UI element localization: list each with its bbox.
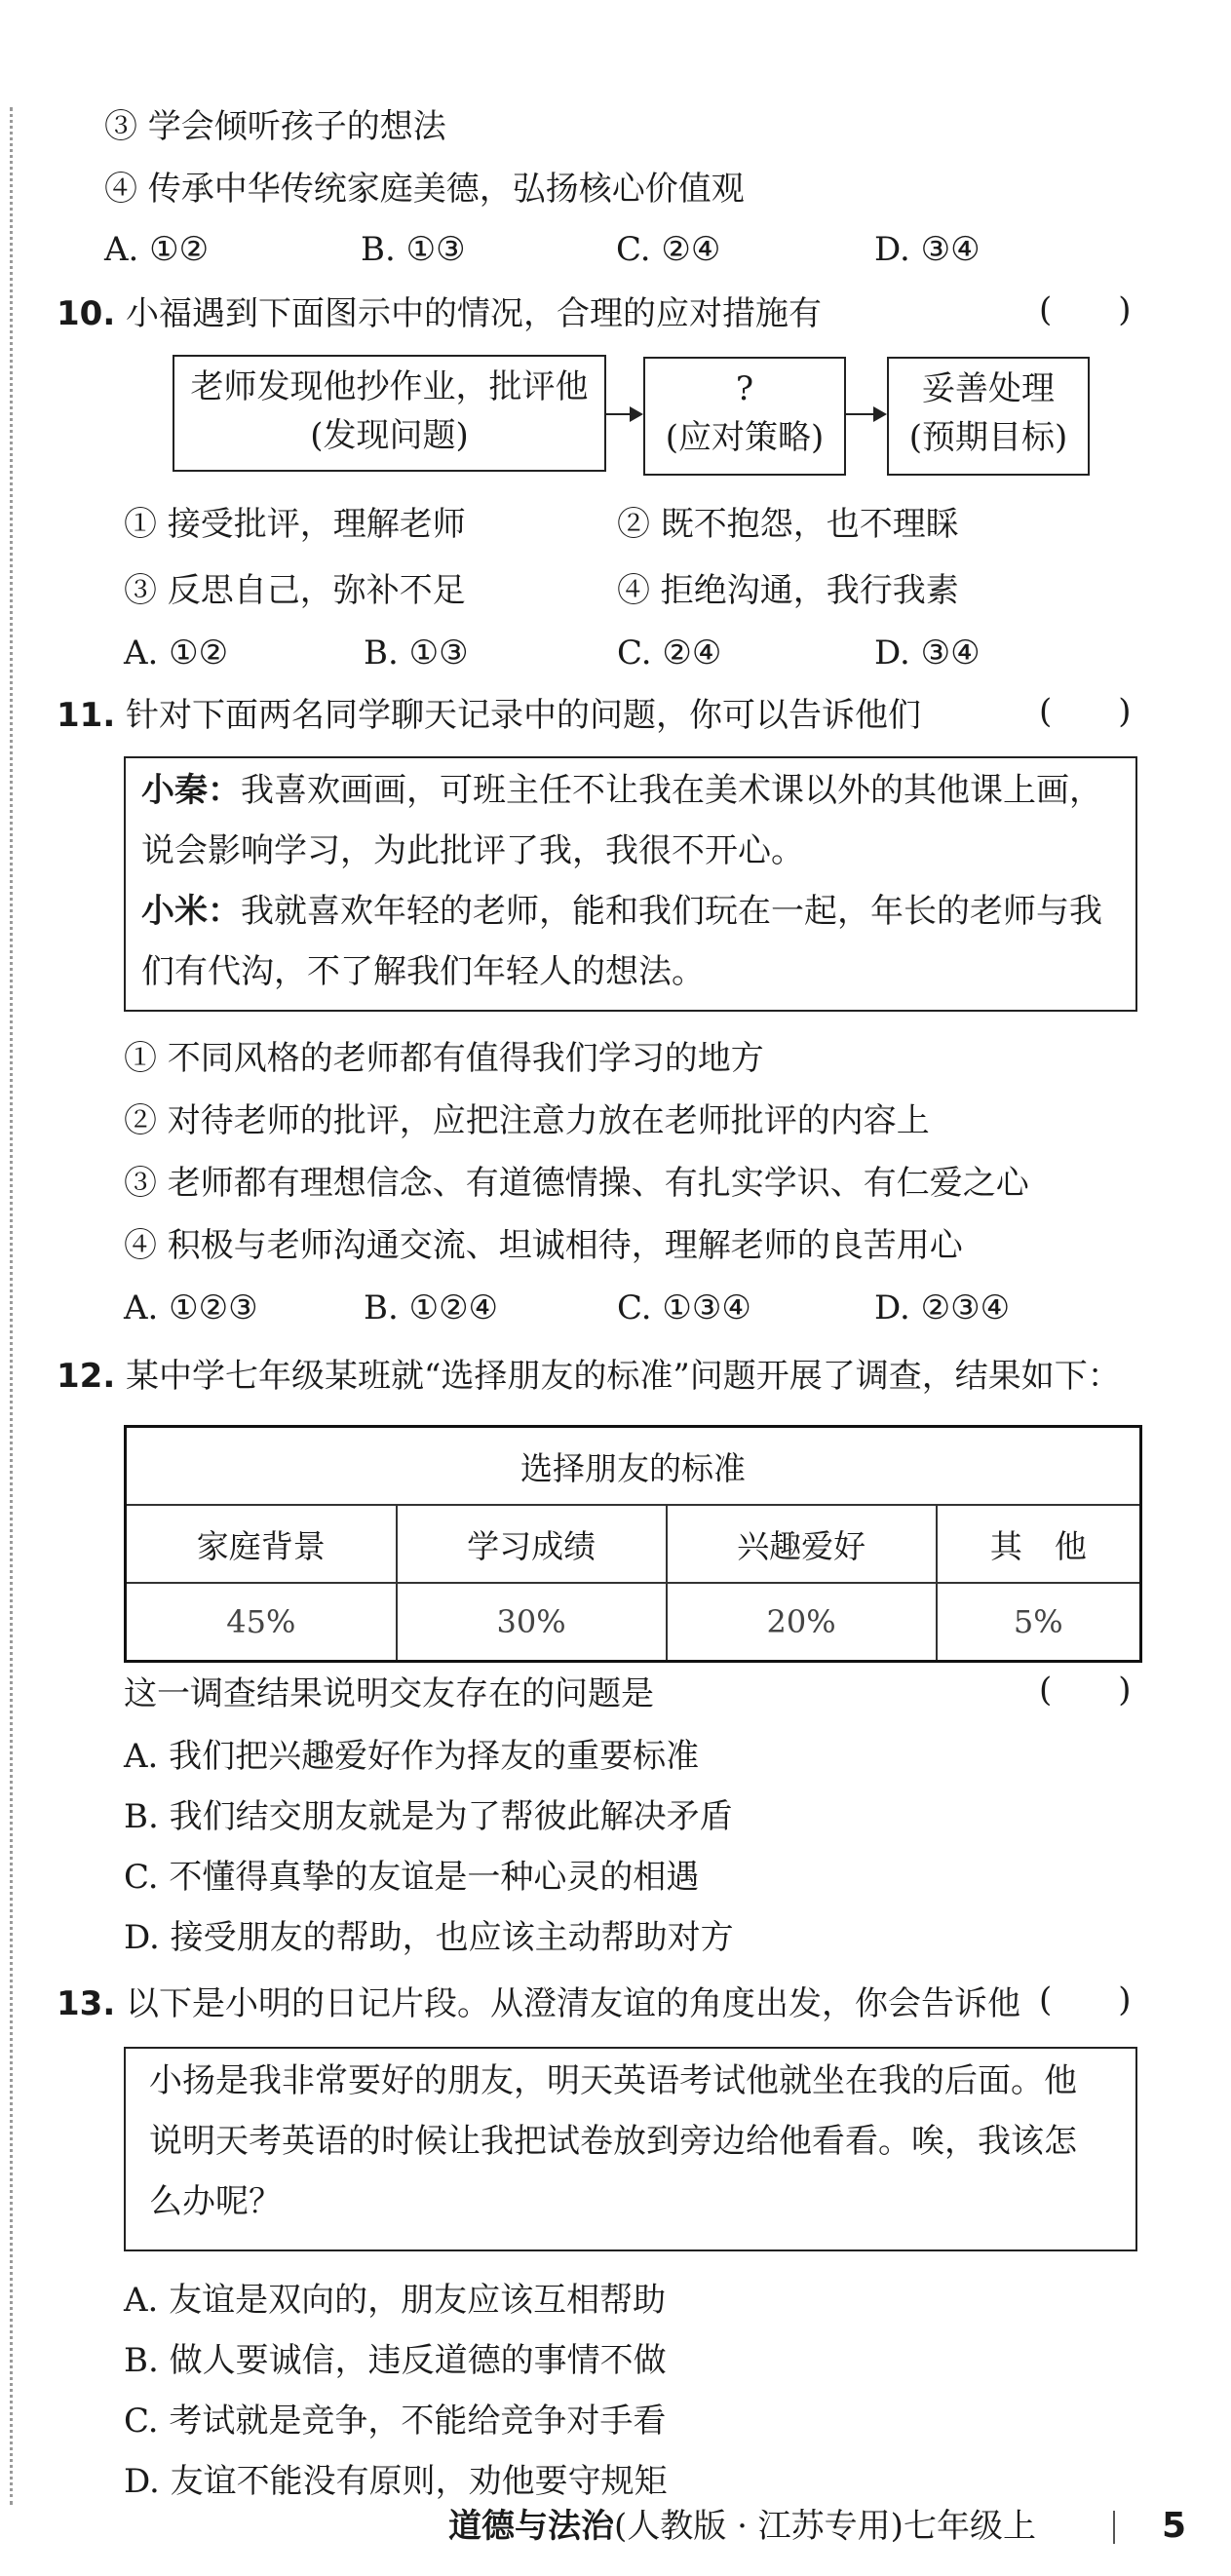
q11-item-1: ① 不同风格的老师都有值得我们学习的地方 [124, 1039, 764, 1078]
table-header-row [126, 1505, 1141, 1583]
footer-book-title [448, 2505, 1036, 2548]
q10-option-a: A. ①② [124, 634, 229, 673]
binding-margin-line [10, 107, 13, 2505]
flow-box-problem [173, 355, 606, 472]
answer-blank: ( ) [1039, 1671, 1132, 1710]
q13-option-b: B. 做人要诚信，违反道德的事情不做 [124, 2341, 667, 2380]
column-header: 兴趣爱好 [667, 1505, 937, 1583]
column-header: 家庭背景 [126, 1505, 397, 1583]
page-number: 5 [1162, 2506, 1187, 2546]
question-stem: 某中学七年级某班就“选择朋友的标准”问题开展了调查，结果如下： [126, 1357, 1121, 1396]
table-title-row [126, 1427, 1141, 1506]
question-stem: 针对下面两名同学聊天记录中的问题，你可以告诉他们 [126, 696, 922, 735]
chat-line [141, 887, 1102, 936]
question-stem: 小福遇到下面图示中的情况，合理的应对措施有 [126, 294, 823, 333]
q10-item-4: ④ 拒绝沟通，我行我素 [617, 571, 959, 610]
table-cell: 30% [397, 1583, 667, 1662]
q12-option-c: C. 不懂得真挚的友谊是一种心灵的相遇 [124, 1858, 700, 1897]
q12-sub-question: 这一调查结果说明交友存在的问题是 [124, 1674, 654, 1713]
flow-box-caption: (发现问题) [310, 416, 469, 455]
q10-option-d: D. ③④ [874, 634, 981, 673]
chat-line [141, 766, 1102, 815]
chat-line: 说会影响学习，为此批评了我，我很不开心。 [141, 831, 804, 870]
q11-item-3: ③ 老师都有理想信念、有道德情操、有扎实学识、有仁爱之心 [124, 1164, 1029, 1203]
q10-item-1: ① 接受批评，理解老师 [124, 505, 466, 544]
flow-box-caption: (预期目标) [908, 418, 1068, 457]
q13-question [57, 1982, 1020, 2025]
q10-item-3: ③ 反思自己，弥补不足 [124, 571, 466, 610]
question-number: 10. [57, 294, 116, 333]
answer-blank: ( ) [1039, 692, 1132, 731]
table-title: 选择朋友的标准 [126, 1427, 1141, 1506]
footer-subject: 道德与法治 [448, 2507, 614, 2546]
diary-excerpt-box [124, 2047, 1137, 2251]
footer-divider [1113, 2511, 1115, 2544]
q12-option-b: B. 我们结交朋友就是为了帮彼此解决矛盾 [124, 1797, 733, 1836]
q12-option-a: A. 我们把兴趣爱好作为择友的重要标准 [124, 1737, 700, 1776]
q13-option-a: A. 友谊是双向的，朋友应该互相帮助 [124, 2281, 667, 2320]
q9-item-3: ③ 学会倾听孩子的想法 [104, 107, 446, 146]
flow-box-text: 妥善处理 [922, 369, 1055, 408]
diary-line: 么办呢？ [149, 2182, 282, 2221]
q11-option-d: D. ②③④ [874, 1288, 1011, 1327]
flow-box-text: ? [735, 369, 754, 408]
q9-option-b: B. ①③ [361, 230, 466, 269]
flow-box-goal [887, 357, 1090, 476]
q10-question [57, 292, 822, 335]
q12-question [57, 1355, 1121, 1398]
chat-line: 们有代沟，不了解我们年轻人的想法。 [141, 952, 705, 991]
question-number: 12. [57, 1357, 116, 1396]
q10-item-2: ② 既不抱怨，也不理睬 [617, 505, 959, 544]
q10-option-c: C. ②④ [617, 634, 722, 673]
table-cell: 20% [667, 1583, 937, 1662]
q10-option-b: B. ①③ [364, 634, 469, 673]
q11-item-4: ④ 积极与老师沟通交流、坦诚相待，理解老师的良苦用心 [124, 1226, 963, 1265]
flow-box-strategy [643, 357, 846, 476]
q9-option-c: C. ②④ [616, 230, 721, 269]
question-number: 11. [57, 696, 116, 735]
table-row [126, 1583, 1141, 1662]
chat-text: 我就喜欢年轻的老师，能和我们玩在一起，年长的老师与我 [241, 892, 1102, 931]
q11-item-2: ② 对待老师的批评，应把注意力放在老师批评的内容上 [124, 1101, 930, 1140]
q9-option-d: D. ③④ [874, 230, 981, 269]
question-number: 13. [57, 1984, 116, 2023]
survey-table [124, 1425, 1142, 1663]
q11-question [57, 694, 921, 737]
flow-box-text: 老师发现他抄作业，批评他 [190, 367, 589, 406]
diary-line: 说明天考英语的时候让我把试卷放到旁边给他看看。唉，我该怎 [149, 2122, 1077, 2161]
flow-arrow [846, 413, 883, 415]
column-header: 其 他 [937, 1505, 1141, 1583]
q13-option-c: C. 考试就是竞争，不能给竞争对手看 [124, 2402, 667, 2441]
table-cell: 45% [126, 1583, 397, 1662]
answer-blank: ( ) [1039, 1980, 1132, 2019]
diary-line: 小扬是我非常要好的朋友，明天英语考试他就坐在我的后面。他 [149, 2061, 1077, 2100]
chat-record-box [124, 756, 1137, 1012]
table-cell: 5% [937, 1583, 1141, 1662]
column-header: 学习成绩 [397, 1505, 667, 1583]
q9-item-4: ④ 传承中华传统家庭美德，弘扬核心价值观 [104, 170, 745, 209]
footer-edition: (人教版 · 江苏专用)七年级上 [614, 2507, 1036, 2546]
question-stem: 以下是小明的日记片段。从澄清友谊的角度出发，你会告诉他 [126, 1984, 1021, 2023]
q11-option-a: A. ①②③ [124, 1288, 258, 1327]
q12-option-d: D. 接受朋友的帮助，也应该主动帮助对方 [124, 1918, 734, 1957]
q9-option-a: A. ①② [104, 230, 210, 269]
speaker-name: 小米： [141, 892, 241, 931]
q11-option-c: C. ①③④ [617, 1288, 751, 1327]
answer-blank: ( ) [1039, 290, 1132, 329]
speaker-name: 小秦： [141, 771, 241, 810]
q13-option-d: D. 友谊不能没有原则，劝他要守规矩 [124, 2462, 668, 2501]
flow-arrow [606, 413, 639, 415]
q11-option-b: B. ①②④ [364, 1288, 499, 1327]
chat-text: 我喜欢画画，可班主任不让我在美术课以外的其他课上画， [241, 771, 1102, 810]
flow-box-caption: (应对策略) [665, 418, 825, 457]
